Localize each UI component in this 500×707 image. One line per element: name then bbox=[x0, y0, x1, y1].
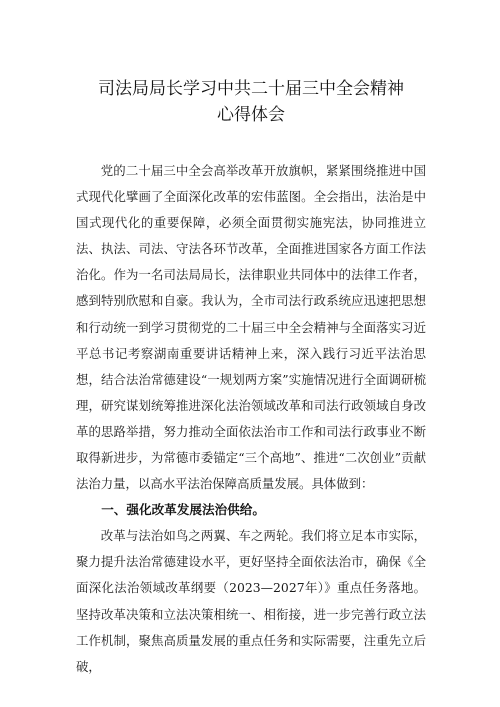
title-line-2: 心得体会 bbox=[217, 105, 285, 125]
document-title bbox=[76, 76, 426, 128]
section-1-heading: 一、强化改革发展法治供给。 bbox=[101, 502, 265, 518]
document-body bbox=[76, 158, 426, 680]
title-line-1: 司法局局长学习中共二十届三中全会精神 bbox=[98, 79, 404, 99]
intro-paragraph: 党的二十届三中全会高举改革开放旗帜，紧紧围绕推进中国式现代化擘画了全面深化改革的宏伟蓝图。全会指出，法治是中国式现代化的重要保障，必须全面贯彻实施宪法，协同推进立法、执法、司法、守法各环节改革，全面推进国家各方面工作法治化。作为一名司法局局长，法律职业共同体中的法律工作者，感到特别欣慰和自豪。我认为，全市司法行政系统应迅速把思想和行动统一到学习贯彻党的二十届三中全会精神与全面落实习近平总书记考察湖南重要讲话精神上来，深入践行习近平法治思想，结合法治常德建设“一规划两方案”实施情况进行全面调研梳理，研究谋划统筹推进深化法治领域改革和司法行政领域自身改革的思路举措，努力推动全面依法治市工作和司法行政事业不断取得新进步，为常德市委锚定“三个高地”、推进“二次创业”贡献法治力量，以高水平法治保障高质量发展。具体做到： bbox=[76, 163, 426, 492]
section-1-paragraph: 改革与法治如鸟之两翼、车之两轮。我们将立足本市实际，聚力提升法治常德建设水平，更好坚持全面依法治市，确保《全面深化法治领域改革纲要（2023—2027年）》重点任务落地。坚持改革决策和立法决策相统一、相衔接，进一步完善行政立法工作机制，聚焦高质量发展的重点任务和实际需要，注重先立后破， bbox=[76, 528, 426, 674]
